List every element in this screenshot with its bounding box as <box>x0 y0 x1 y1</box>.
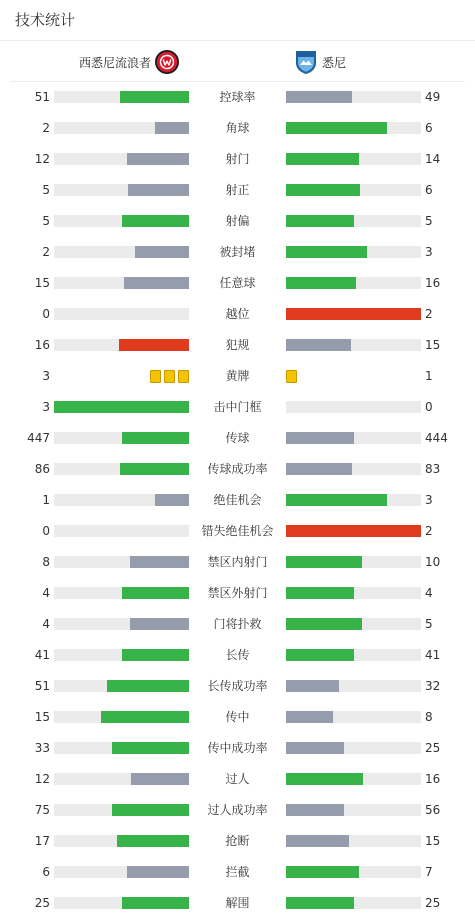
away-stat-bar-fill <box>286 742 344 754</box>
home-stat-bar-fill <box>122 215 190 227</box>
home-stat-bar <box>54 835 189 847</box>
stat-label: 解围 <box>225 896 250 910</box>
away-stat-value: 32 <box>425 679 441 693</box>
stat-row <box>0 857 475 888</box>
away-stat-value: 15 <box>425 338 441 352</box>
home-stat-bar-fill <box>112 804 189 816</box>
away-stat-value: 14 <box>425 152 441 166</box>
away-stat-bar <box>286 277 421 289</box>
away-stat-value: 8 <box>425 710 433 724</box>
home-stat-bar <box>54 587 189 599</box>
home-stat-bar <box>54 525 189 537</box>
away-stat-value: 16 <box>425 276 441 290</box>
away-stat-value: 16 <box>425 772 441 786</box>
stat-label: 过人 <box>225 772 250 786</box>
home-stat-value: 15 <box>34 276 50 290</box>
stat-row <box>0 82 475 113</box>
home-stat-value: 0 <box>42 524 50 538</box>
away-stat-value: 0 <box>425 400 433 414</box>
away-stat-value: 2 <box>425 524 433 538</box>
stat-row <box>0 175 475 206</box>
home-stat-value: 4 <box>42 586 50 600</box>
home-stat-bar-fill <box>107 680 189 692</box>
home-stat-bar-fill <box>54 401 189 413</box>
away-stat-bar-fill <box>286 773 363 785</box>
stat-label: 被封堵 <box>219 245 256 259</box>
away-stat-bar-fill <box>286 91 352 103</box>
stat-label: 角球 <box>225 121 250 135</box>
home-stat-bar <box>54 153 189 165</box>
home-stat-bar <box>54 339 189 351</box>
home-stat-bar <box>54 432 189 444</box>
stat-row <box>0 702 475 733</box>
teams-header <box>10 41 465 82</box>
stat-row <box>0 826 475 857</box>
home-stat-bar-fill <box>124 277 189 289</box>
stat-row <box>0 516 475 547</box>
away-stat-value: 6 <box>425 121 433 135</box>
stat-label: 射正 <box>225 183 250 197</box>
stat-row <box>0 113 475 144</box>
away-stat-bar-fill <box>286 463 352 475</box>
home-stat-bar-fill <box>155 494 189 506</box>
away-stat-bar <box>286 587 421 599</box>
home-stat-bar <box>54 215 189 227</box>
stat-row <box>0 578 475 609</box>
stat-label: 黄牌 <box>225 369 250 383</box>
home-stat-value: 4 <box>42 617 50 631</box>
away-stat-bar <box>286 618 421 630</box>
away-stat-bar <box>286 246 421 258</box>
home-stat-bar-fill <box>131 773 189 785</box>
home-stat-bar <box>54 494 189 506</box>
away-stat-value: 15 <box>425 834 441 848</box>
away-stat-bar-fill <box>286 897 354 909</box>
stat-row <box>0 299 475 330</box>
home-stat-bar <box>54 463 189 475</box>
away-stat-bar-fill <box>286 184 360 196</box>
yellow-card-icon <box>164 370 175 383</box>
home-stat-value: 12 <box>34 772 50 786</box>
stat-row <box>0 144 475 175</box>
home-stat-bar-fill <box>130 618 189 630</box>
home-stat-bar-fill <box>122 587 190 599</box>
away-stat-bar <box>286 866 421 878</box>
away-stat-bar-fill <box>286 835 349 847</box>
away-stat-bar-fill <box>286 804 344 816</box>
away-stat-value: 3 <box>425 245 433 259</box>
home-stat-value: 51 <box>34 90 50 104</box>
stat-row <box>0 454 475 485</box>
stat-label: 任意球 <box>219 276 256 290</box>
stat-label: 传中成功率 <box>207 741 268 755</box>
home-stat-bar-fill <box>128 184 189 196</box>
yellow-card-icon <box>286 370 297 383</box>
home-stat-bar-fill <box>127 153 189 165</box>
home-stat-bar-fill <box>130 556 189 568</box>
home-stat-bar-fill <box>122 432 190 444</box>
home-stat-bar-fill <box>117 835 189 847</box>
stat-label: 拦截 <box>225 865 250 879</box>
home-stat-value: 41 <box>34 648 50 662</box>
stat-label: 绝佳机会 <box>213 493 262 507</box>
home-stat-bar-fill <box>122 897 190 909</box>
home-stat-bar <box>54 742 189 754</box>
stat-row <box>0 361 475 392</box>
away-stat-bar <box>286 494 421 506</box>
away-stat-bar-fill <box>286 308 421 320</box>
away-stat-bar-fill <box>286 122 387 134</box>
away-stat-bar <box>286 463 421 475</box>
home-stat-bar-fill <box>127 866 189 878</box>
home-stat-value: 25 <box>34 896 50 910</box>
stat-row <box>0 206 475 237</box>
away-stat-value: 41 <box>425 648 441 662</box>
away-stat-value: 1 <box>425 369 433 383</box>
home-stat-bar-fill <box>112 742 189 754</box>
home-stat-value: 1 <box>42 493 50 507</box>
home-team[interactable] <box>79 49 180 75</box>
stat-label: 犯规 <box>225 338 250 352</box>
away-stat-bar <box>286 649 421 661</box>
stat-row <box>0 547 475 578</box>
home-stat-value: 86 <box>34 462 50 476</box>
home-stat-bar <box>54 556 189 568</box>
home-stat-bar-fill <box>155 122 189 134</box>
away-stat-bar <box>286 184 421 196</box>
home-stat-bar-fill <box>101 711 189 723</box>
away-stat-value: 56 <box>425 803 441 817</box>
away-stat-bar-fill <box>286 215 354 227</box>
home-stat-bar-fill <box>119 339 189 351</box>
home-stat-bar <box>54 804 189 816</box>
home-stat-value: 51 <box>34 679 50 693</box>
stat-row <box>0 733 475 764</box>
stat-label: 传球成功率 <box>207 462 268 476</box>
home-stat-bar <box>54 184 189 196</box>
home-stat-value: 75 <box>34 803 50 817</box>
stat-label: 传球 <box>225 431 250 445</box>
away-stat-bar <box>286 680 421 692</box>
stat-label: 射门 <box>225 152 250 166</box>
away-stat-value: 3 <box>425 493 433 507</box>
home-stat-bar <box>54 711 189 723</box>
away-stat-bar <box>286 711 421 723</box>
away-stat-bar-fill <box>286 649 354 661</box>
away-stat-bar-fill <box>286 525 421 537</box>
home-stat-bar <box>54 401 189 413</box>
away-stat-value: 10 <box>425 555 441 569</box>
home-stat-bar <box>54 618 189 630</box>
away-stat-value: 6 <box>425 183 433 197</box>
home-stat-bar-fill <box>135 246 189 258</box>
home-stat-bar <box>54 277 189 289</box>
away-team-name: 悉尼 <box>322 55 347 70</box>
away-stat-bar-fill <box>286 432 354 444</box>
away-stat-bar <box>286 804 421 816</box>
home-stat-value: 16 <box>34 338 50 352</box>
home-stat-value: 15 <box>34 710 50 724</box>
away-stat-bar-fill <box>286 556 362 568</box>
stat-row <box>0 609 475 640</box>
away-stat-bar <box>286 525 421 537</box>
away-stat-bar-fill <box>286 618 362 630</box>
stats-list <box>0 82 475 919</box>
stat-label: 禁区外射门 <box>207 586 268 600</box>
away-stat-value: 25 <box>425 896 441 910</box>
away-stat-value: 4 <box>425 586 433 600</box>
away-stat-value: 444 <box>425 431 448 445</box>
away-stat-bar <box>286 556 421 568</box>
away-stat-bar-fill <box>286 587 354 599</box>
stat-row <box>0 485 475 516</box>
page-title: 技术统计 <box>0 0 475 41</box>
away-stat-bar-fill <box>286 866 359 878</box>
home-stat-value: 447 <box>27 431 50 445</box>
stat-label: 抢断 <box>225 834 250 848</box>
away-stat-bar-fill <box>286 246 367 258</box>
away-stat-bar <box>286 339 421 351</box>
stat-row <box>0 795 475 826</box>
home-stat-value: 3 <box>42 400 50 414</box>
stat-label: 禁区内射门 <box>207 555 268 569</box>
away-team[interactable] <box>293 49 346 75</box>
away-stat-value: 49 <box>425 90 441 104</box>
home-stat-bar <box>54 308 189 320</box>
stat-row <box>0 764 475 795</box>
away-stat-value: 5 <box>425 214 433 228</box>
home-yellow-cards <box>150 370 189 383</box>
home-stat-bar-fill <box>122 649 190 661</box>
home-stat-bar-fill <box>120 91 189 103</box>
stat-label: 门将扑救 <box>213 617 262 631</box>
home-stat-bar <box>54 246 189 258</box>
away-stat-bar <box>286 215 421 227</box>
home-stat-bar <box>54 897 189 909</box>
away-team-badge-icon <box>293 49 319 75</box>
home-stat-bar <box>54 866 189 878</box>
away-yellow-cards <box>286 370 297 383</box>
home-stat-value: 6 <box>42 865 50 879</box>
home-stat-value: 3 <box>42 369 50 383</box>
away-stat-bar-fill <box>286 153 359 165</box>
yellow-card-icon <box>150 370 161 383</box>
home-team-badge-icon <box>154 49 180 75</box>
away-stat-bar-fill <box>286 494 387 506</box>
away-stat-bar <box>286 897 421 909</box>
stat-row <box>0 268 475 299</box>
yellow-card-icon <box>178 370 189 383</box>
stat-row <box>0 330 475 361</box>
home-stat-bar-fill <box>120 463 189 475</box>
away-stat-bar <box>286 153 421 165</box>
home-stat-value: 5 <box>42 214 50 228</box>
stat-row <box>0 888 475 919</box>
away-stat-value: 7 <box>425 865 433 879</box>
home-stat-value: 8 <box>42 555 50 569</box>
home-stat-value: 2 <box>42 121 50 135</box>
home-stat-bar <box>54 649 189 661</box>
home-stat-bar <box>54 122 189 134</box>
away-stat-bar <box>286 742 421 754</box>
stat-row <box>0 640 475 671</box>
home-stat-bar <box>54 91 189 103</box>
home-stat-value: 0 <box>42 307 50 321</box>
home-stat-value: 2 <box>42 245 50 259</box>
stat-label: 长传成功率 <box>207 679 268 693</box>
stat-label: 射偏 <box>225 214 250 228</box>
home-stat-value: 12 <box>34 152 50 166</box>
home-stat-value: 33 <box>34 741 50 755</box>
stat-row <box>0 392 475 423</box>
stat-label: 击中门框 <box>213 400 262 414</box>
away-stat-bar <box>286 432 421 444</box>
away-stat-bar <box>286 401 421 413</box>
home-team-name: 西悉尼流浪者 <box>78 55 151 70</box>
home-stat-bar <box>54 773 189 785</box>
stat-label: 错失绝佳机会 <box>201 524 274 538</box>
stat-row <box>0 423 475 454</box>
away-stat-bar-fill <box>286 277 356 289</box>
stat-label: 长传 <box>225 648 250 662</box>
away-stat-value: 25 <box>425 741 441 755</box>
stat-label: 传中 <box>225 710 250 724</box>
away-stat-bar <box>286 308 421 320</box>
away-stat-bar <box>286 835 421 847</box>
away-stat-bar <box>286 773 421 785</box>
stat-label: 控球率 <box>219 90 256 104</box>
away-stat-value: 83 <box>425 462 441 476</box>
away-stat-value: 5 <box>425 617 433 631</box>
away-stat-bar <box>286 122 421 134</box>
stat-row <box>0 671 475 702</box>
home-stat-value: 17 <box>34 834 50 848</box>
home-stat-value: 5 <box>42 183 50 197</box>
away-stat-bar-fill <box>286 711 333 723</box>
stat-label: 越位 <box>225 307 250 321</box>
away-stat-bar <box>286 91 421 103</box>
home-stat-bar <box>54 680 189 692</box>
stat-label: 过人成功率 <box>207 803 268 817</box>
away-stat-bar-fill <box>286 339 351 351</box>
away-stat-value: 2 <box>425 307 433 321</box>
stat-row <box>0 237 475 268</box>
away-stat-bar-fill <box>286 680 339 692</box>
